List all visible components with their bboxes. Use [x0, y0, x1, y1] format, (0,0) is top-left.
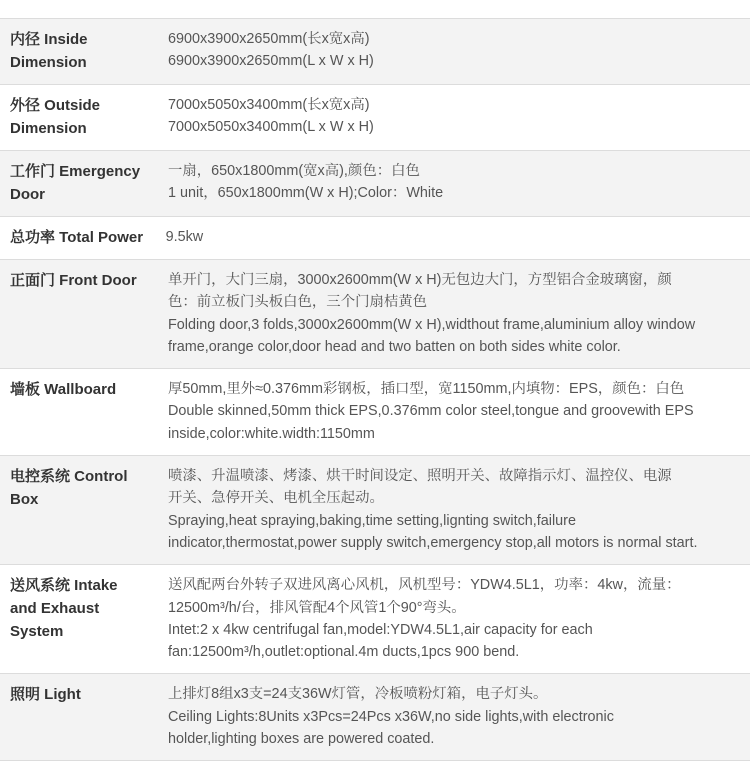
value-line: 开关、急停开关、电机全压起动。 — [168, 490, 384, 507]
value-line: 1 unit，650x1800mm(W x H);Color：White — [168, 185, 444, 202]
value-line: Spraying,heat spraying,baking,time setting,lignting switch,failure — [168, 512, 576, 529]
value-line: 9.5kw — [165, 229, 204, 245]
spec-row-total-power — [0, 217, 750, 260]
value-line: 喷漆、升温喷漆、烤漆、烘干时间设定、照明开关、故障指示灯、温控仪、电源 — [168, 468, 672, 485]
value-line: 厚50mm,里外≈0.376mm彩钢板，插口型，宽1150mm,内填物：EPS，颜色：白色 — [168, 381, 685, 398]
row-value — [158, 217, 750, 259]
row-label: 正面门 Front Door — [10, 272, 137, 289]
value-line: indicator,thermostat,power supply switch,emergency stop,all motors is normal start. — [168, 534, 698, 551]
row-label: 内径 Inside Dimension — [10, 31, 88, 71]
row-label: 工作门 Emergency Door — [10, 163, 141, 203]
value-line: frame,orange color,door head and two batten on both sides white color. — [168, 338, 621, 355]
row-value — [148, 19, 750, 84]
value-line: 12500m³/h/台，排风管配4个风管1个90°弯头。 — [168, 599, 466, 616]
value-line: 色：前立板门头板白色，三个门扇桔黄色 — [168, 294, 428, 311]
row-label: 外径 Outside Dimension — [10, 97, 101, 137]
value-line: 7000x5050x3400mm(L x W x H) — [168, 119, 374, 136]
row-value — [148, 260, 750, 368]
row-label: 总功率 Total Power — [10, 229, 144, 246]
row-value — [148, 674, 750, 760]
value-line: 上排灯8组x3支=24支36W灯管，冷板喷粉灯箱，电子灯头。 — [168, 686, 548, 703]
value-line: 7000x5050x3400mm(长x宽x高) — [168, 97, 370, 113]
row-label: 照明 Light — [10, 686, 81, 704]
value-line: Double skinned,50mm thick EPS,0.376mm color steel,tongue and groovewith EPS — [168, 403, 694, 420]
spec-row-front-door — [0, 260, 750, 369]
value-line: fan:12500m³/h,outlet:optional.4m ducts,1pcs 900 bend. — [168, 644, 520, 661]
spec-row-intake-exhaust — [0, 565, 750, 674]
value-line: 6900x3900x2650mm(长x宽x高) — [168, 31, 370, 47]
value-line: 送风配两台外转子双进风离心风机，风机型号：YDW4.5L1，功率：4kw，流量： — [168, 577, 681, 594]
value-line: inside,color:white.width:1150mm — [168, 425, 375, 442]
value-line: Ceiling Lights:8Units x3Pcs=24Pcs x36W,no side lights,with electronic — [168, 708, 614, 725]
value-line: Intet:2 x 4kw centrifugal fan,model:YDW4.5L1,air capacity for each — [168, 621, 593, 638]
value-line: 一扇，650x1800mm(宽x高),颜色：白色 — [168, 163, 420, 179]
row-value — [148, 456, 750, 564]
row-value — [148, 369, 750, 455]
row-label: 电控系统 Control Box — [10, 468, 128, 509]
row-label: 送风系统 Intake and Exhaust System — [10, 577, 118, 641]
spec-row-outside-dimension — [0, 85, 750, 151]
value-line: 6900x3900x2650mm(L x W x H) — [168, 53, 374, 70]
spec-row-wallboard — [0, 369, 750, 456]
row-value — [148, 151, 750, 216]
spec-row-light — [0, 674, 750, 761]
value-line: Folding door,3 folds,3000x2600mm(W x H),widthout frame,aluminium alloy window — [168, 316, 696, 333]
row-label: 墙板 Wallboard — [10, 381, 117, 399]
spec-row-emergency-door — [0, 151, 750, 217]
value-line: holder,lighting boxes are powered coated. — [168, 731, 435, 748]
spec-row-inside-dimension — [0, 19, 750, 85]
spec-row-control-box — [0, 456, 750, 565]
value-line: 单开门，大门三扇，3000x2600mm(W x H)无包边大门，方型铝合金玻璃窗，颜 — [168, 272, 672, 288]
spec-table — [0, 18, 750, 761]
row-value — [148, 85, 750, 150]
row-value — [148, 565, 750, 673]
